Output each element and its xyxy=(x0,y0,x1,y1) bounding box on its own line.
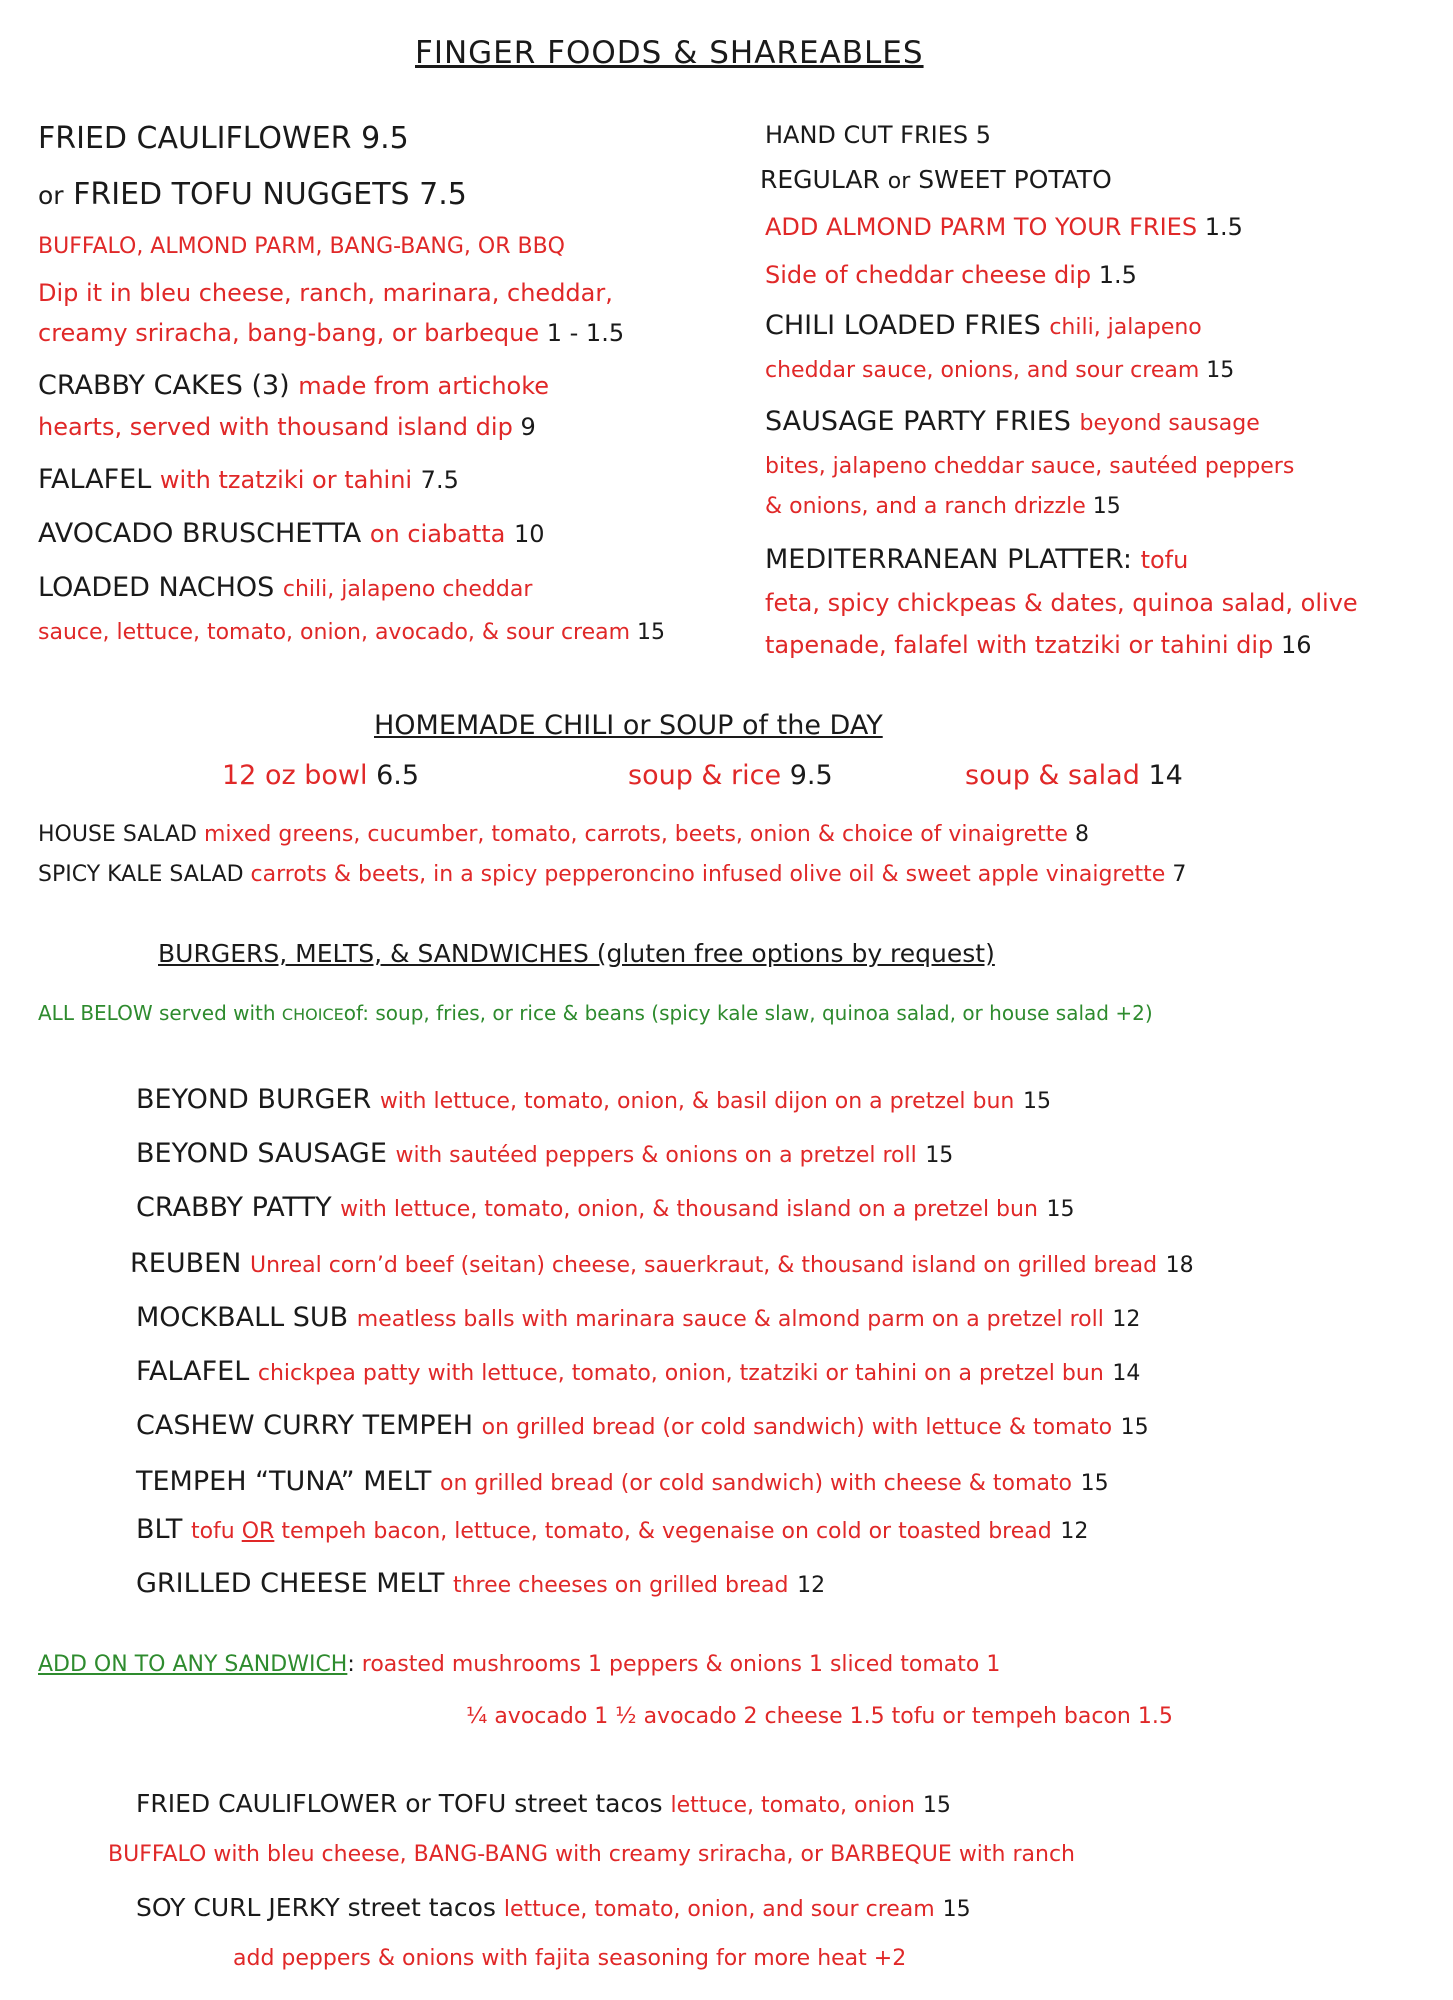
side-cheddar-dip: Side of cheddar cheese dip 1.5 xyxy=(765,261,1137,289)
item-desc: with lettuce, tomato, onion, & thousand island on a pretzel bun xyxy=(340,1197,1038,1222)
item-crabby-cakes xyxy=(38,370,549,401)
fries-options: REGULAR or SWEET POTATO xyxy=(760,165,1112,194)
item-price: 1.5 xyxy=(1204,213,1243,241)
item-desc: chickpea patty with lettuce, tomato, onion, tzatziki or tahini on a pretzel bun xyxy=(257,1361,1104,1386)
item-beyond-burger xyxy=(136,1084,1051,1115)
item-name: FALAFEL xyxy=(136,1356,250,1387)
item-grilled-cheese-melt xyxy=(136,1568,825,1599)
item-price: 15 xyxy=(1120,1415,1149,1440)
addons-label: ADD ON TO ANY SANDWICH xyxy=(38,1652,348,1677)
dip-options-cont: creamy sriracha, bang-bang, or barbeque 1 - 1.5 xyxy=(38,319,625,347)
item-hand-cut-fries xyxy=(765,122,991,150)
item-name: GRILLED CHEESE MELT xyxy=(136,1568,445,1599)
item-chili-loaded-fries xyxy=(765,310,1202,341)
item-price: 10 xyxy=(513,520,545,548)
item-fried-tacos xyxy=(136,1790,951,1819)
item-price: 12 xyxy=(797,1573,826,1598)
item-name: MOCKBALL SUB xyxy=(136,1302,349,1333)
loaded-nachos-desc: sauce, lettuce, tomato, onion, avocado, & sour cream 15 xyxy=(38,620,666,645)
item-price: 15 xyxy=(1092,494,1121,519)
sausage-fries-desc: bites, jalapeno cheddar sauce, sautéed peppers xyxy=(765,454,1295,479)
item-fried-tofu-nuggets xyxy=(38,178,467,213)
item-beyond-sausage xyxy=(136,1138,953,1169)
item-desc: carrots & beets, in a spicy pepperoncino infused olive oil & sweet apple vinaigrette xyxy=(250,862,1166,887)
item-soy-curl-jerky-tacos xyxy=(136,1894,971,1923)
item-price: 18 xyxy=(1165,1253,1194,1278)
item-desc: on grilled bread (or cold sandwich) with lettuce & tomato xyxy=(481,1415,1113,1440)
item-crabby-patty xyxy=(136,1192,1075,1223)
item-name: CRABBY CAKES (3) xyxy=(38,370,290,401)
item-price: 9.5 xyxy=(361,121,409,156)
item-price: 15 xyxy=(1046,1197,1075,1222)
item-desc: with sautéed peppers & onions on a pretzel roll xyxy=(395,1143,917,1168)
chili-fries-desc: cheddar sauce, onions, and sour cream 15 xyxy=(765,358,1235,383)
taco-heat-addon: add peppers & onions with fajita seasoning for more heat +2 xyxy=(233,1946,907,1971)
item-mediterranean-platter xyxy=(765,544,1188,575)
item-fried-cauliflower xyxy=(38,122,409,157)
item-price: 7.5 xyxy=(419,177,467,212)
item-desc: lettuce, tomato, onion xyxy=(670,1793,915,1818)
item-name: SOY CURL JERKY street tacos xyxy=(136,1893,496,1922)
soup-option-salad: soup & salad 14 xyxy=(965,760,1183,791)
item-desc: chili, jalapeno xyxy=(1049,315,1202,340)
item-desc: with tzatziki or tahini xyxy=(159,466,413,494)
item-name: FRIED TOFU NUGGETS xyxy=(73,177,410,212)
item-desc: made from artichoke xyxy=(298,372,550,400)
item-name: SAUSAGE PARTY FRIES xyxy=(765,406,1071,437)
item-name: AVOCADO BRUSCHETTA xyxy=(38,518,362,549)
item-price: 14 xyxy=(1148,760,1183,791)
item-desc: on grilled bread (or cold sandwich) with cheese & tomato xyxy=(440,1471,1073,1496)
crabby-cakes-desc: hearts, served with thousand island dip 9 xyxy=(38,413,536,441)
item-name: CRABBY PATTY xyxy=(136,1192,332,1223)
item-tempeh-tuna-melt xyxy=(136,1466,1109,1497)
item-price: 9.5 xyxy=(789,760,833,791)
item-price: 15 xyxy=(1206,358,1235,383)
item-name: BEYOND SAUSAGE xyxy=(136,1138,387,1169)
item-cashew-curry-tempeh xyxy=(136,1410,1149,1441)
item-name: BLT xyxy=(136,1514,183,1545)
item-sausage-party-fries xyxy=(765,406,1260,437)
addons-line-2: ¼ avocado 1 ½ avocado 2 cheese 1.5 tofu or tempeh bacon 1.5 xyxy=(466,1704,1173,1729)
item-name: REUBEN xyxy=(130,1248,242,1279)
item-desc: beyond sausage xyxy=(1079,411,1260,436)
item-desc: lettuce, tomato, onion, and sour cream xyxy=(503,1897,935,1922)
addons-line-1: ADD ON TO ANY SANDWICH: roasted mushrooms 1 peppers & onions 1 sliced tomato 1 xyxy=(38,1652,1001,1677)
item-desc: mixed greens, cucumber, tomato, carrots, beets, onion & choice of vinaigrette xyxy=(204,822,1068,847)
item-name: TEMPEH “TUNA” MELT xyxy=(136,1466,432,1497)
item-desc: tofu OR tempeh bacon, lettuce, tomato, & vegenaise on cold or toasted bread xyxy=(190,1519,1052,1544)
item-price: 5 xyxy=(975,121,992,149)
item-spicy-kale-salad xyxy=(38,862,1186,887)
item-name: CASHEW CURRY TEMPEH xyxy=(136,1410,474,1441)
item-price: 7.5 xyxy=(420,466,459,494)
or-text: or xyxy=(38,181,64,210)
item-price: 15 xyxy=(942,1897,971,1922)
item-name: HOUSE SALAD xyxy=(38,822,197,847)
mediterranean-desc-cont: tapenade, falafel with tzatziki or tahini dip 16 xyxy=(765,631,1312,659)
item-price: 1.5 xyxy=(1098,261,1137,289)
item-desc: Unreal corn’d beef (seitan) cheese, sauerkraut, & thousand island on grilled bread xyxy=(249,1253,1158,1278)
item-price: 15 xyxy=(925,1143,954,1168)
item-price: 6.5 xyxy=(376,760,420,791)
flavor-options: BUFFALO, ALMOND PARM, BANG-BANG, OR BBQ xyxy=(38,234,566,259)
item-price: 9 xyxy=(520,413,536,441)
item-price: 16 xyxy=(1280,631,1312,659)
item-name: HAND CUT FRIES xyxy=(765,121,969,149)
item-price: 15 xyxy=(922,1793,951,1818)
item-avocado-bruschetta xyxy=(38,518,545,549)
item-name: CHILI LOADED FRIES xyxy=(765,310,1041,341)
item-mockball-sub xyxy=(136,1302,1140,1333)
item-price: 12 xyxy=(1060,1519,1089,1544)
item-desc: on ciabatta xyxy=(369,520,506,548)
item-loaded-nachos xyxy=(38,572,532,603)
mediterranean-desc: feta, spicy chickpeas & dates, quinoa salad, olive xyxy=(765,589,1358,617)
item-price: 15 xyxy=(1022,1089,1051,1114)
burgers-heading: BURGERS, MELTS, & SANDWICHES (gluten free options by request) xyxy=(158,939,995,968)
item-name: SPICY KALE SALAD xyxy=(38,862,244,887)
item-name: LOADED NACHOS xyxy=(38,572,275,603)
item-name: FALAFEL xyxy=(38,464,152,495)
item-desc: with lettuce, tomato, onion, & basil dijon on a pretzel bun xyxy=(379,1089,1015,1114)
item-falafel-sandwich xyxy=(136,1356,1140,1387)
soup-option-bowl: 12 oz bowl 6.5 xyxy=(222,760,420,791)
item-house-salad xyxy=(38,822,1089,847)
item-name: FRIED CAULIFLOWER xyxy=(38,121,352,156)
taco-flavors: BUFFALO with bleu cheese, BANG-BANG with creamy sriracha, or BARBEQUE with ranch xyxy=(108,1842,1075,1867)
item-price: 14 xyxy=(1112,1361,1141,1386)
item-desc: three cheeses on grilled bread xyxy=(452,1573,789,1598)
item-name: BEYOND BURGER xyxy=(136,1084,372,1115)
item-blt xyxy=(136,1514,1088,1545)
item-price: 15 xyxy=(1080,1471,1109,1496)
item-price: 1 - 1.5 xyxy=(546,319,625,347)
dip-options: Dip it in bleu cheese, ranch, marinara, cheddar, xyxy=(38,279,613,307)
soup-heading: HOMEMADE CHILI or SOUP of the DAY xyxy=(374,710,883,741)
burgers-note: ALL BELOW served with CHOICEof: soup, fries, or rice & beans (spicy kale slaw, quinoa salad, or house salad +2) xyxy=(38,1001,1153,1025)
item-name: FRIED CAULIFLOWER or TOFU street tacos xyxy=(136,1789,663,1818)
item-price: 7 xyxy=(1172,862,1187,887)
add-almond-parm: ADD ALMOND PARM TO YOUR FRIES 1.5 xyxy=(765,213,1243,241)
soup-option-rice: soup & rice 9.5 xyxy=(628,760,833,791)
item-desc: chili, jalapeno cheddar xyxy=(282,577,533,602)
item-price: 8 xyxy=(1074,822,1089,847)
item-desc: tofu xyxy=(1140,546,1189,574)
item-price: 12 xyxy=(1112,1307,1141,1332)
item-reuben xyxy=(130,1248,1194,1279)
item-desc: meatless balls with marinara sauce & almond parm on a pretzel roll xyxy=(356,1307,1104,1332)
item-name: MEDITERRANEAN PLATTER: xyxy=(765,544,1132,575)
sausage-fries-desc-cont: & onions, and a ranch drizzle 15 xyxy=(765,494,1121,519)
item-falafel-app xyxy=(38,464,459,495)
item-price: 15 xyxy=(637,620,666,645)
page-title: FINGER FOODS & SHAREABLES xyxy=(415,35,924,71)
